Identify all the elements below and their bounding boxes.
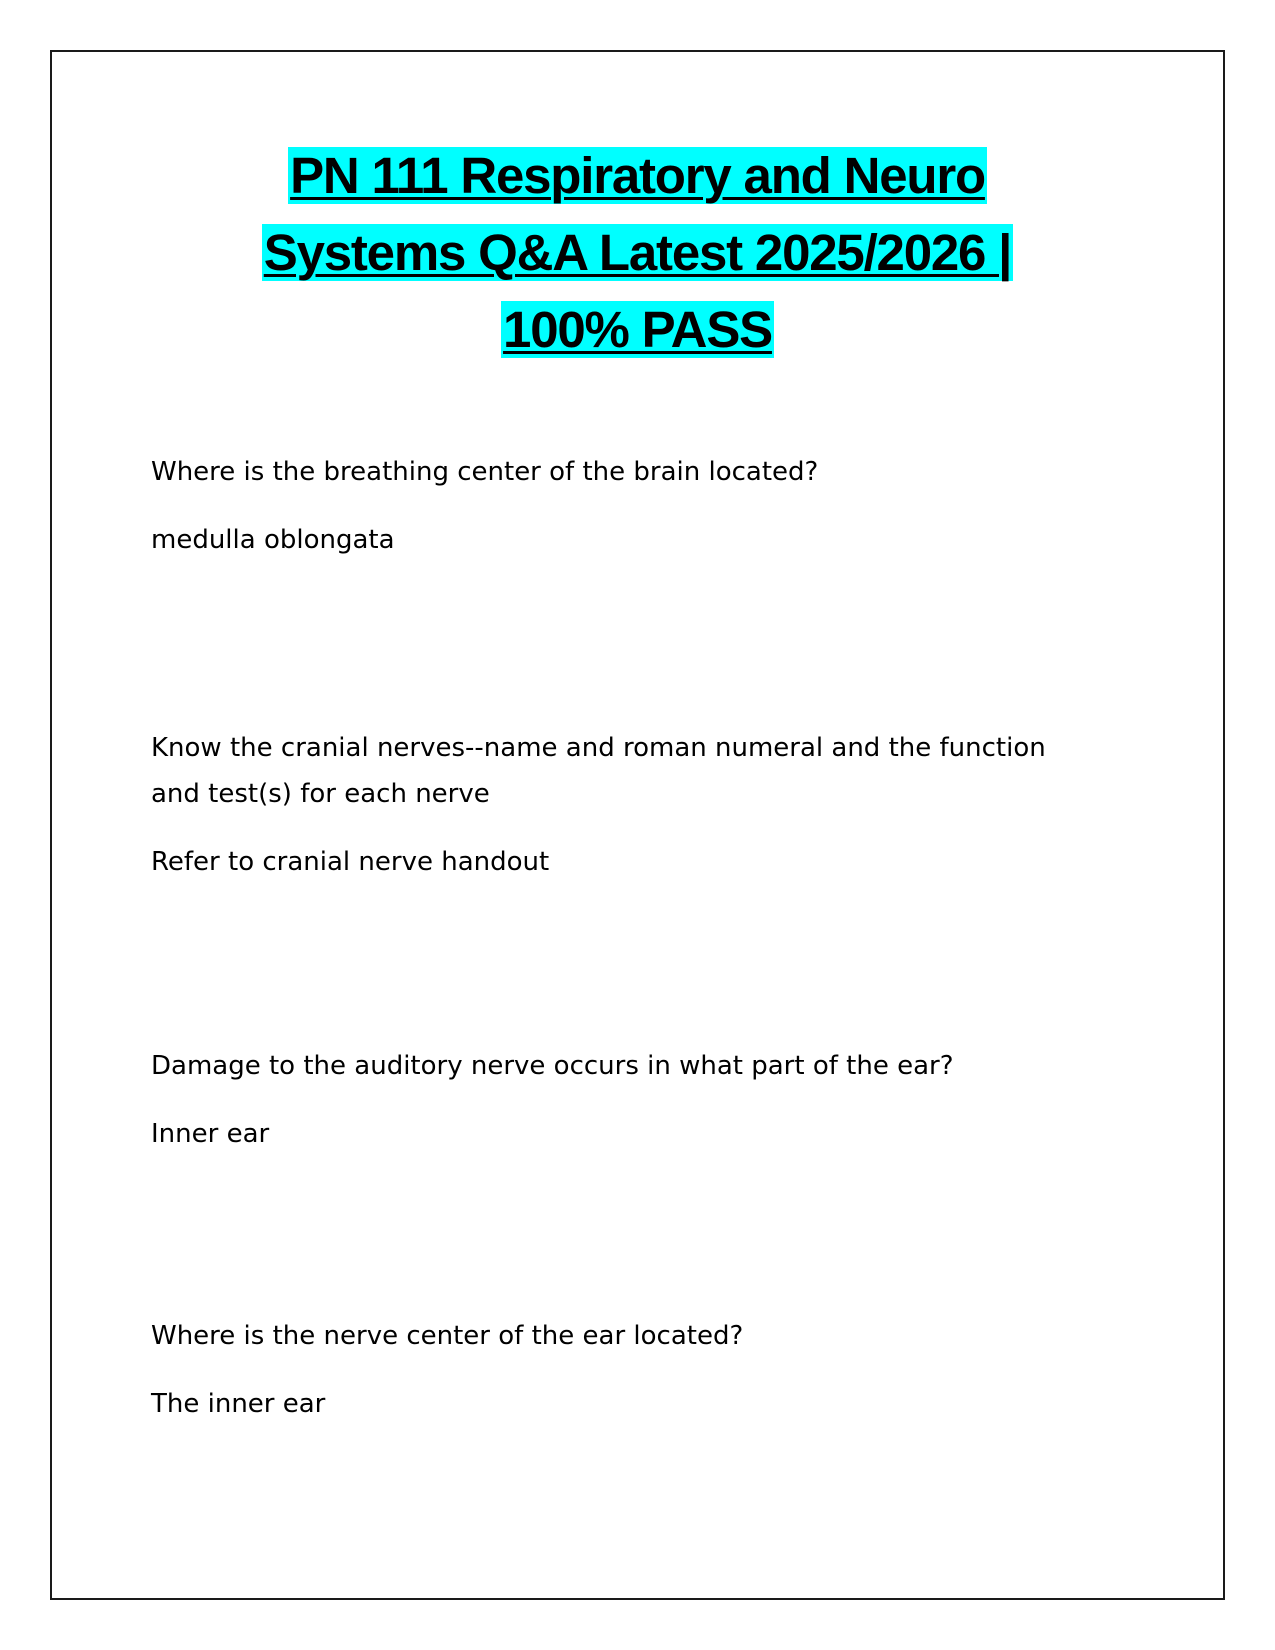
question-text: Where is the nerve center of the ear located? — [151, 1321, 744, 1351]
qa-item — [151, 1043, 1101, 1157]
answer-text: The inner ear — [151, 1389, 326, 1419]
qa-item — [151, 725, 1101, 885]
title-text-3: 100% PASS — [503, 301, 772, 358]
qa-item — [151, 449, 1101, 563]
title-text-2: Systems Q&A Latest 2025/2026 | — [263, 224, 1012, 281]
question-text: Damage to the auditory nerve occurs in what part of the ear? — [151, 1051, 954, 1081]
qa-item — [151, 1313, 1101, 1427]
question-text: Where is the breathing center of the brain located? — [151, 457, 819, 487]
title-line-2 — [52, 222, 1223, 299]
question-text: Know the cranial nerves--name and roman numeral and the function and test(s) for each nerve — [151, 733, 1046, 809]
answer-text: medulla oblongata — [151, 525, 395, 555]
answer-text: Refer to cranial nerve handout — [151, 847, 550, 877]
title-line-1 — [52, 145, 1223, 222]
document-title — [52, 145, 1223, 376]
answer-text: Inner ear — [151, 1119, 270, 1149]
title-line-3 — [52, 299, 1223, 376]
title-text-1: PN 111 Respiratory and Neuro — [290, 147, 985, 204]
